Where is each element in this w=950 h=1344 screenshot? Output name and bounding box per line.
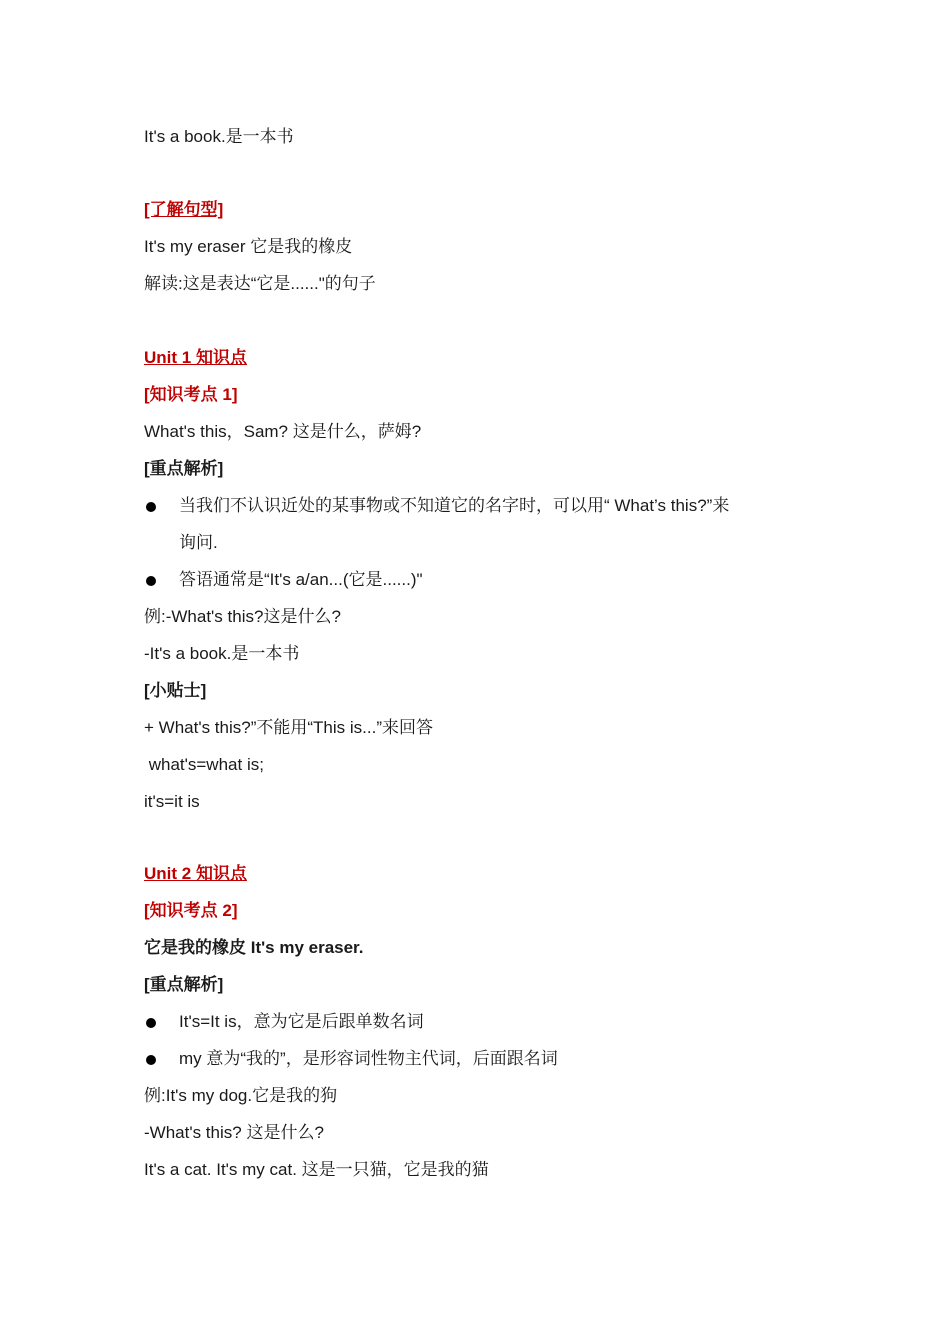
sentence-eraser: It's my eraser 它是我的橡皮 <box>144 237 353 256</box>
bullet-dot-icon <box>146 1018 156 1028</box>
sentence-whats-this-sam: What's this，Sam? 这是什么，萨姆? <box>144 422 422 441</box>
heading-knowledge-point-1: [知识考点 1] <box>144 385 238 404</box>
bullet-text: my 意为“我的”，是形容词性物主代词，后面跟名词 <box>179 1049 558 1068</box>
bullet-dot-icon <box>146 576 156 586</box>
bullet-item <box>144 1047 844 1071</box>
bullet-dot-icon <box>146 1055 156 1065</box>
bullet-dot-icon <box>146 502 156 512</box>
heading-key-analysis-2: [重点解析] <box>144 975 224 994</box>
example-line: -What's this? 这是什么? <box>144 1123 324 1142</box>
key-sentence: 它是我的橡皮 It's my eraser. <box>144 938 364 957</box>
heading-unit-1: Unit 1 知识点 <box>144 348 247 367</box>
bullet-item <box>144 568 844 592</box>
bullet-text: 答语通常是“It's a/an...(它是......)" <box>179 570 423 589</box>
bullet-text: It's=It is，意为它是后跟单数名词 <box>179 1012 424 1031</box>
heading-sentence-pattern: [了解句型] <box>144 200 224 219</box>
heading-key-analysis-1: [重点解析] <box>144 459 224 478</box>
bullet-item <box>144 1010 844 1034</box>
explanation-line: 解读:这是表达“它是......"的句子 <box>144 274 376 293</box>
bullet-item <box>144 494 844 518</box>
sentence-book: It's a book.是一本书 <box>144 127 294 146</box>
tip-line: + What's this?”不能用“This is...”来回答 <box>144 718 433 737</box>
example-line: 例:-What's this?这是什么? <box>144 607 341 626</box>
bullet-continuation: 询问. <box>179 533 218 552</box>
heading-knowledge-point-2: [知识考点 2] <box>144 901 238 920</box>
tip-line: it's=it is <box>144 792 200 811</box>
heading-unit-2: Unit 2 知识点 <box>144 864 247 883</box>
bullet-text: 当我们不认识近处的某事物或不知道它的名字时，可以用“ What’s this?”来 <box>179 496 730 515</box>
heading-tips: [小贴士] <box>144 681 207 700</box>
example-line: 例:It's my dog.它是我的狗 <box>144 1086 338 1105</box>
tip-line: what's=what is; <box>144 755 264 774</box>
example-answer: -It's a book.是一本书 <box>144 644 300 663</box>
example-line: It's a cat. It's my cat. 这是一只猫，它是我的猫 <box>144 1160 489 1179</box>
